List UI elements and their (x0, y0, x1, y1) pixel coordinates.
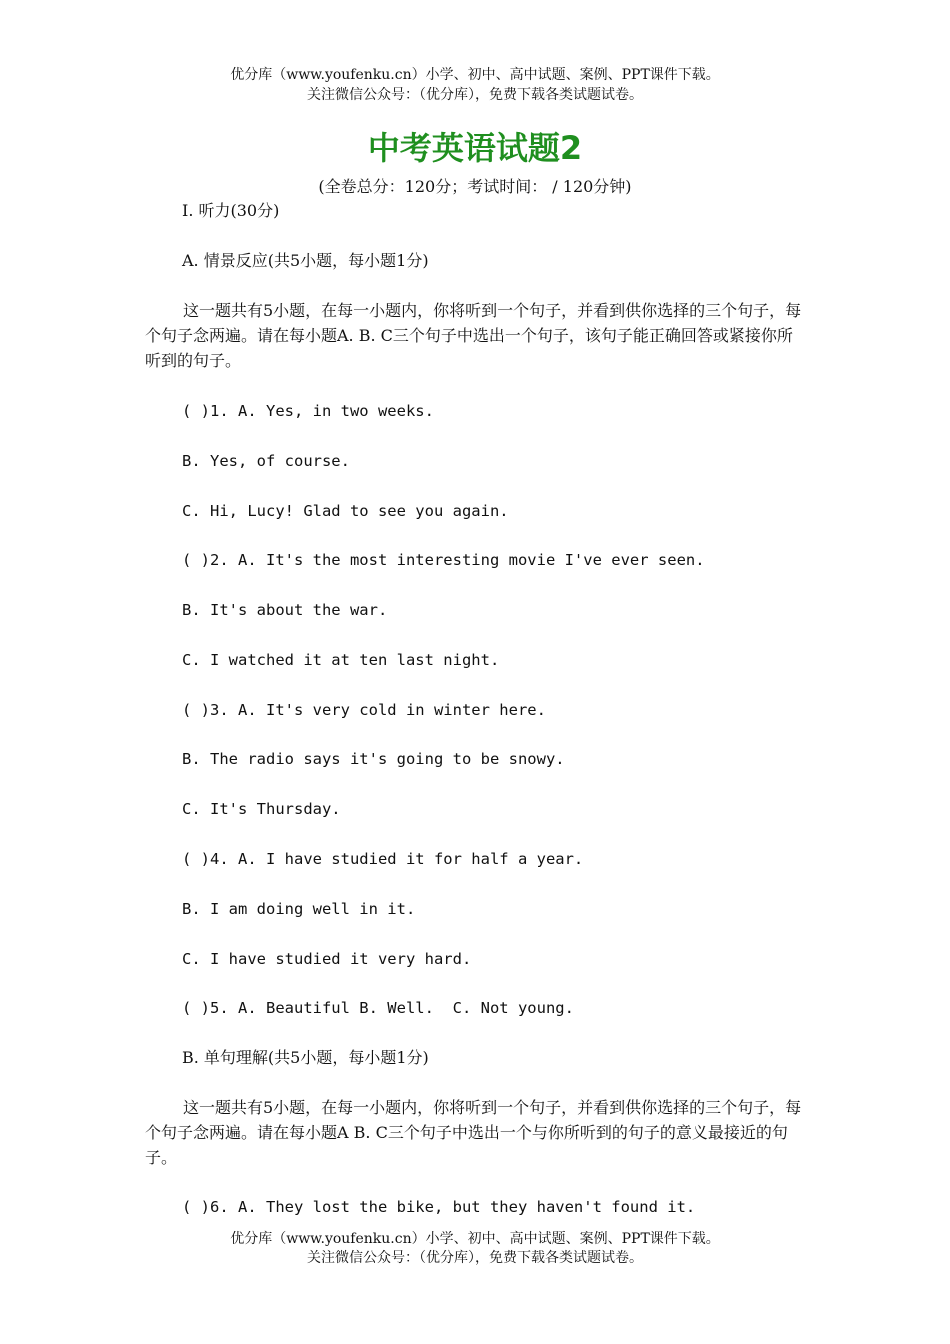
part-a-heading: A. 情景反应(共5小题，每小题1分) (182, 251, 429, 270)
question-line: B. It's about the war. (182, 601, 388, 619)
footer-line-1: 优分库（www.youfenku.cn）小学、初中、高中试题、案例、PPT课件下载。 (230, 1231, 720, 1247)
question-line: B. I am doing well in it. (182, 900, 416, 918)
question-line: ( )3. A. It's very cold in winter here. (182, 701, 546, 719)
subtitle: (全卷总分：120分；考试时间： / 120分钟) (318, 177, 632, 196)
question-line: C. It's Thursday. (182, 800, 341, 818)
part-b-heading: B. 单句理解(共5小题，每小题1分) (182, 1048, 429, 1067)
question-line: C. I have studied it very hard. (182, 950, 472, 968)
part-a-instruction (145, 298, 805, 373)
question-line: ( )1. A. Yes, in two weeks. (182, 402, 434, 420)
part-b-instruction (145, 1095, 805, 1170)
header-line-1: 优分库（www.youfenku.cn）小学、初中、高中试题、案例、PPT课件下载。 (230, 67, 720, 83)
part-b-instruction-text: 这一题共有5小题，在每一小题内，你将听到一个句子，并看到供你选择的三个句子，每个句子念两遍。请在每小题A B. C三个句子中选出一个与你所听到的句子的意义最接近的句子。 (145, 1098, 802, 1167)
question-line: ( )2. A. It's the most interesting movie I've ever seen. (182, 551, 705, 569)
section-heading: I. 听力(30分) (182, 201, 280, 220)
page-title: 中考英语试题2 (367, 129, 583, 167)
question-line: ( )5. A. Beautiful B. Well. C. Not young. (182, 999, 574, 1017)
header-line-2: 关注微信公众号：（优分库），免费下载各类试题试卷。 (307, 87, 643, 103)
question-line: C. I watched it at ten last night. (182, 651, 500, 669)
question-line: ( )6. A. They lost the bike, but they haven't found it. (182, 1198, 696, 1216)
question-line: B. The radio says it's going to be snowy. (182, 750, 565, 768)
question-line: ( )4. A. I have studied it for half a year. (182, 850, 584, 868)
question-line: B. Yes, of course. (182, 452, 350, 470)
part-a-instruction-text: 这一题共有5小题，在每一小题内，你将听到一个句子，并看到供你选择的三个句子，每个句子念两遍。请在每小题A. B. C三个句子中选出一个句子，该句子能正确回答或紧接你所听到的句子。 (145, 301, 802, 370)
question-line: C. Hi, Lucy! Glad to see you again. (182, 502, 509, 520)
footer-line-2: 关注微信公众号：（优分库），免费下载各类试题试卷。 (307, 1250, 643, 1266)
